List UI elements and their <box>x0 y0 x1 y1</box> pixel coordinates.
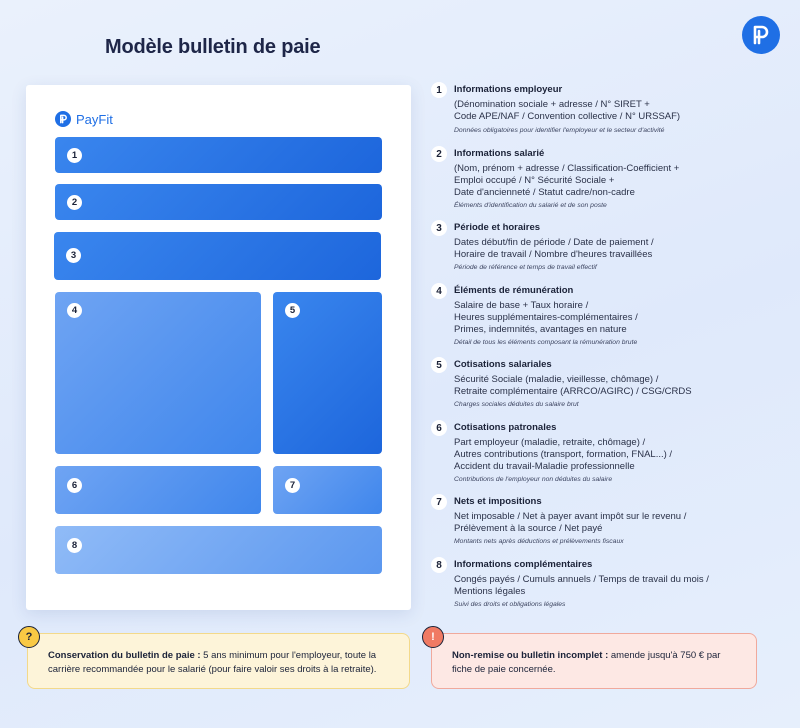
notice-text: 5 ans minimum pour l'employeur, toute la carrière recommandée pour le salarié (pour faire valoir ses droits à la retraite). <box>48 650 377 675</box>
section-title: Éléments de rémunération <box>454 285 574 296</box>
payfit-logo-icon <box>742 16 780 54</box>
description-line: Primes, indemnités, avantages en nature <box>454 324 627 335</box>
question-icon: ? <box>18 626 40 648</box>
notice-label: Conservation du bulletin de paie : <box>48 650 201 661</box>
section-note: Suivi des droits et obligations légales <box>454 601 566 608</box>
description-line: Dates début/fin de période / Date de paiement / <box>454 237 654 248</box>
section-description <box>454 237 764 261</box>
section-note: Éléments d'identification du salarié et de son poste <box>454 202 607 209</box>
description-line: Net imposable / Net à payer avant impôt sur le revenu / <box>454 511 687 522</box>
block-number: 5 <box>285 303 300 318</box>
brand-name: PayFit <box>76 111 113 127</box>
block-number: 3 <box>66 248 81 263</box>
payslip-block-8 <box>55 526 382 574</box>
section-description <box>454 511 764 535</box>
section-note: Détail de tous les éléments composant la rémunération brute <box>454 339 638 346</box>
section-title: Informations salarié <box>454 148 545 159</box>
section-note: Montants nets après déductions et prélèvements fiscaux <box>454 538 624 545</box>
payslip-sheet <box>26 85 411 610</box>
block-number: 4 <box>67 303 82 318</box>
section-description <box>454 374 764 398</box>
section-description <box>454 574 764 598</box>
section-title: Période et horaires <box>454 222 541 233</box>
non-remise-notice <box>431 633 757 689</box>
block-number: 7 <box>285 478 300 493</box>
section-number: 4 <box>431 283 447 299</box>
block-number: 2 <box>67 195 82 210</box>
description-line: Heures supplémentaires-complémentaires / <box>454 312 638 323</box>
section-title: Cotisations salariales <box>454 359 552 370</box>
section-title: Informations complémentaires <box>454 559 593 570</box>
description-line: (Nom, prénom + adresse / Classification-Coefficient + <box>454 163 680 174</box>
description-line: Prélèvement à la source / Net payé <box>454 523 603 534</box>
description-line: Congés payés / Cumuls annuels / Temps de travail du mois / <box>454 574 709 585</box>
block-number: 6 <box>67 478 82 493</box>
section-note: Charges sociales déduites du salaire brut <box>454 401 579 408</box>
section-note: Période de référence et temps de travail effectif <box>454 264 597 271</box>
conservation-notice <box>27 633 410 689</box>
section-number: 2 <box>431 146 447 162</box>
payslip-block-1 <box>55 137 382 173</box>
payslip-block-5 <box>273 292 382 454</box>
description-line: Emploi occupé / N° Sécurité Sociale + <box>454 175 615 186</box>
description-line: Code APE/NAF / Convention collective / N° URSSAF) <box>454 111 681 122</box>
payslip-block-7 <box>273 466 382 514</box>
section-number: 7 <box>431 494 447 510</box>
block-number: 8 <box>67 538 82 553</box>
description-line: Horaire de travail / Nombre d'heures travaillées <box>454 249 653 260</box>
section-number: 8 <box>431 557 447 573</box>
description-line: Accident du travail-Maladie professionnelle <box>454 461 635 472</box>
description-line: Sécurité Sociale (maladie, vieillesse, chômage) / <box>454 374 659 385</box>
warning-icon: ! <box>422 626 444 648</box>
notice-text: amende jusqu'à 750 € par fiche de paie concernée. <box>452 650 721 675</box>
section-description <box>454 163 764 199</box>
section-number: 5 <box>431 357 447 373</box>
description-line: Part employeur (maladie, retraite, chômage) / <box>454 437 646 448</box>
block-number: 1 <box>67 148 82 163</box>
section-description <box>454 99 764 123</box>
payslip-block-2 <box>55 184 382 220</box>
section-description <box>454 300 764 336</box>
payslip-block-6 <box>55 466 261 514</box>
section-title: Informations employeur <box>454 84 563 95</box>
notice-label: Non-remise ou bulletin incomplet : <box>452 650 609 661</box>
section-number: 1 <box>431 82 447 98</box>
description-line: Autres contributions (transport, formation, FNAL...) / <box>454 449 673 460</box>
description-line: Salaire de base + Taux horaire / <box>454 300 589 311</box>
description-line: Date d'ancienneté / Statut cadre/non-cadre <box>454 187 635 198</box>
section-title: Cotisations patronales <box>454 422 557 433</box>
section-number: 3 <box>431 220 447 236</box>
section-note: Données obligatoires pour identifier l'employeur et le secteur d'activité <box>454 127 665 134</box>
payslip-block-4 <box>55 292 261 454</box>
sheet-brand <box>55 111 113 127</box>
payfit-logo-icon <box>55 111 71 127</box>
section-note: Contributions de l'employeur non déduites du salaire <box>454 476 613 483</box>
section-number: 6 <box>431 420 447 436</box>
description-line: Mentions légales <box>454 586 526 597</box>
section-description <box>454 437 764 473</box>
page-title: Modèle bulletin de paie <box>105 36 321 58</box>
description-line: Retraite complémentaire (ARRCO/AGIRC) / CSG/CRDS <box>454 386 692 397</box>
description-line: (Dénomination sociale + adresse / N° SIRET + <box>454 99 650 110</box>
section-title: Nets et impositions <box>454 496 542 507</box>
payslip-block-3 <box>54 232 381 280</box>
